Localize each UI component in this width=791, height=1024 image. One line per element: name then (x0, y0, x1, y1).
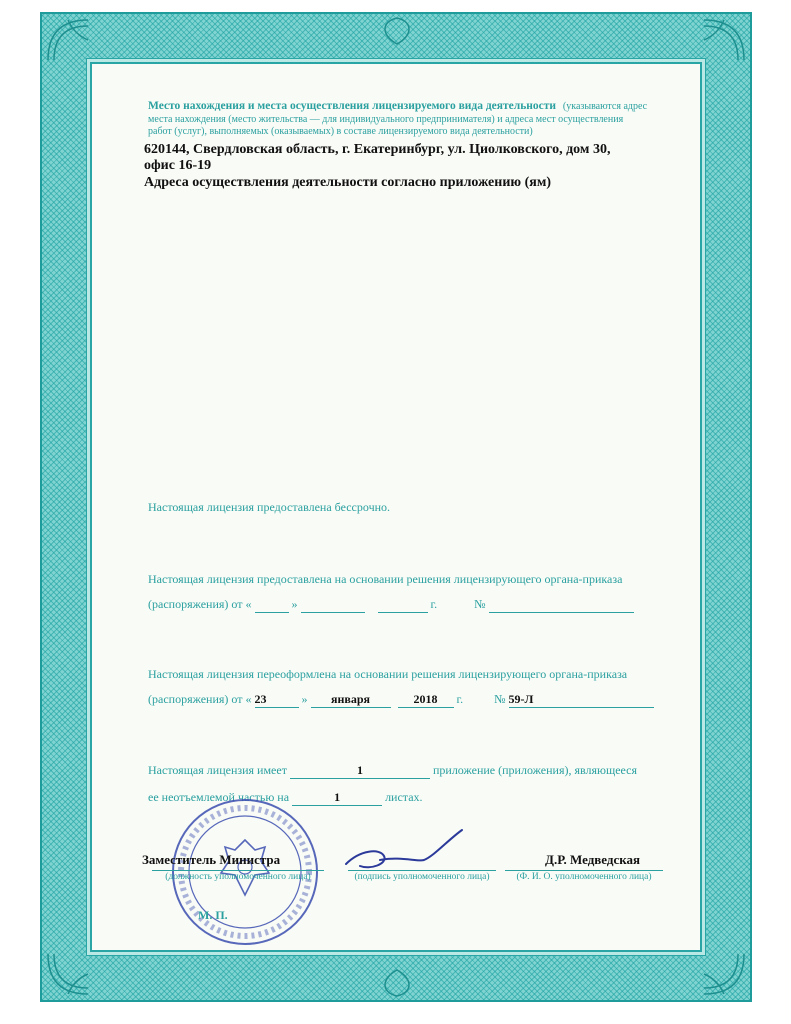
address-line-1: 620144, Свердловская область, г. Екатеринбург, ул. Циолковского, дом 30, (144, 142, 611, 157)
reissued-year-suffix: г. (456, 692, 464, 706)
granted-date-line (148, 597, 634, 613)
ornament-icon (44, 950, 92, 998)
address-line-2: офис 16-19 (144, 158, 212, 173)
appendix-sheets-suffix: листах. (385, 790, 423, 804)
ornament-icon (700, 16, 748, 64)
reissued-quote-close: » (301, 692, 308, 706)
location-hint-line-3: работ (услуг), выполняемых (оказываемых) в составе лицензируемого вида деятельности) (148, 126, 533, 137)
granted-quote-close: » (291, 597, 298, 611)
granted-month-field (301, 597, 365, 613)
granted-year-field (378, 597, 428, 613)
appendix-prefix: Настоящая лицензия имеет (148, 763, 287, 777)
granted-year-suffix: г. (430, 597, 438, 611)
reissued-year: 2018 (398, 692, 454, 708)
granted-number-sign: № (474, 597, 486, 611)
location-heading-line (148, 100, 647, 112)
appendix-line2-prefix: ее неотъемлемой частью на (148, 790, 290, 804)
granted-day-field (255, 597, 289, 613)
reissued-number: 59-Л (509, 692, 654, 708)
appendix-sheets: 1 (292, 790, 382, 806)
ornament-icon (700, 950, 748, 998)
reissued-line: Настоящая лицензия переоформлена на основании решения лицензирующего органа-приказа (148, 667, 628, 681)
signature-caption: (подпись уполномоченного лица) (348, 870, 496, 882)
reissued-date-line (148, 692, 654, 708)
reissued-number-sign: № (494, 692, 506, 706)
appendix-suffix: приложение (приложения), являющееся (432, 763, 638, 777)
appendix-line (148, 763, 637, 779)
address-line-3: Адреса осуществления деятельности согласно приложению (ям) (144, 175, 552, 190)
granted-line: Настоящая лицензия предоставлена на основании решения лицензирующего органа-приказа (148, 572, 623, 586)
reissued-prefix: (распоряжения) от « (148, 692, 252, 706)
seal-mark: М. П. (198, 908, 228, 922)
name-caption: (Ф. И. О. уполномоченного лица) (505, 870, 663, 882)
granted-prefix: (распоряжения) от « (148, 597, 252, 611)
granted-number-field (489, 597, 634, 613)
position-caption: (должность уполномоченного лица) (152, 870, 324, 882)
appendix-count: 1 (290, 763, 430, 779)
fleuron-top-icon (372, 16, 422, 46)
signatory-position: Заместитель Министра (142, 852, 281, 867)
location-heading: Место нахождения и места осуществления лицензируемого вида деятельности (148, 100, 557, 112)
ornament-icon (44, 16, 92, 64)
handwritten-signature (340, 826, 470, 876)
location-hint: (указываются адрес (562, 101, 648, 112)
term-text: Настоящая лицензия предоставлена бессрочно. (148, 500, 391, 514)
fleuron-bottom-icon (372, 968, 422, 998)
reissued-month: января (311, 692, 391, 708)
signatory-name: Д.Р. Медведская (545, 852, 641, 867)
reissued-day: 23 (255, 692, 299, 708)
location-hint-line-2: места нахождения (место жительства — для индивидуального предпринимателя) и адреса мест осуществления (148, 114, 624, 125)
